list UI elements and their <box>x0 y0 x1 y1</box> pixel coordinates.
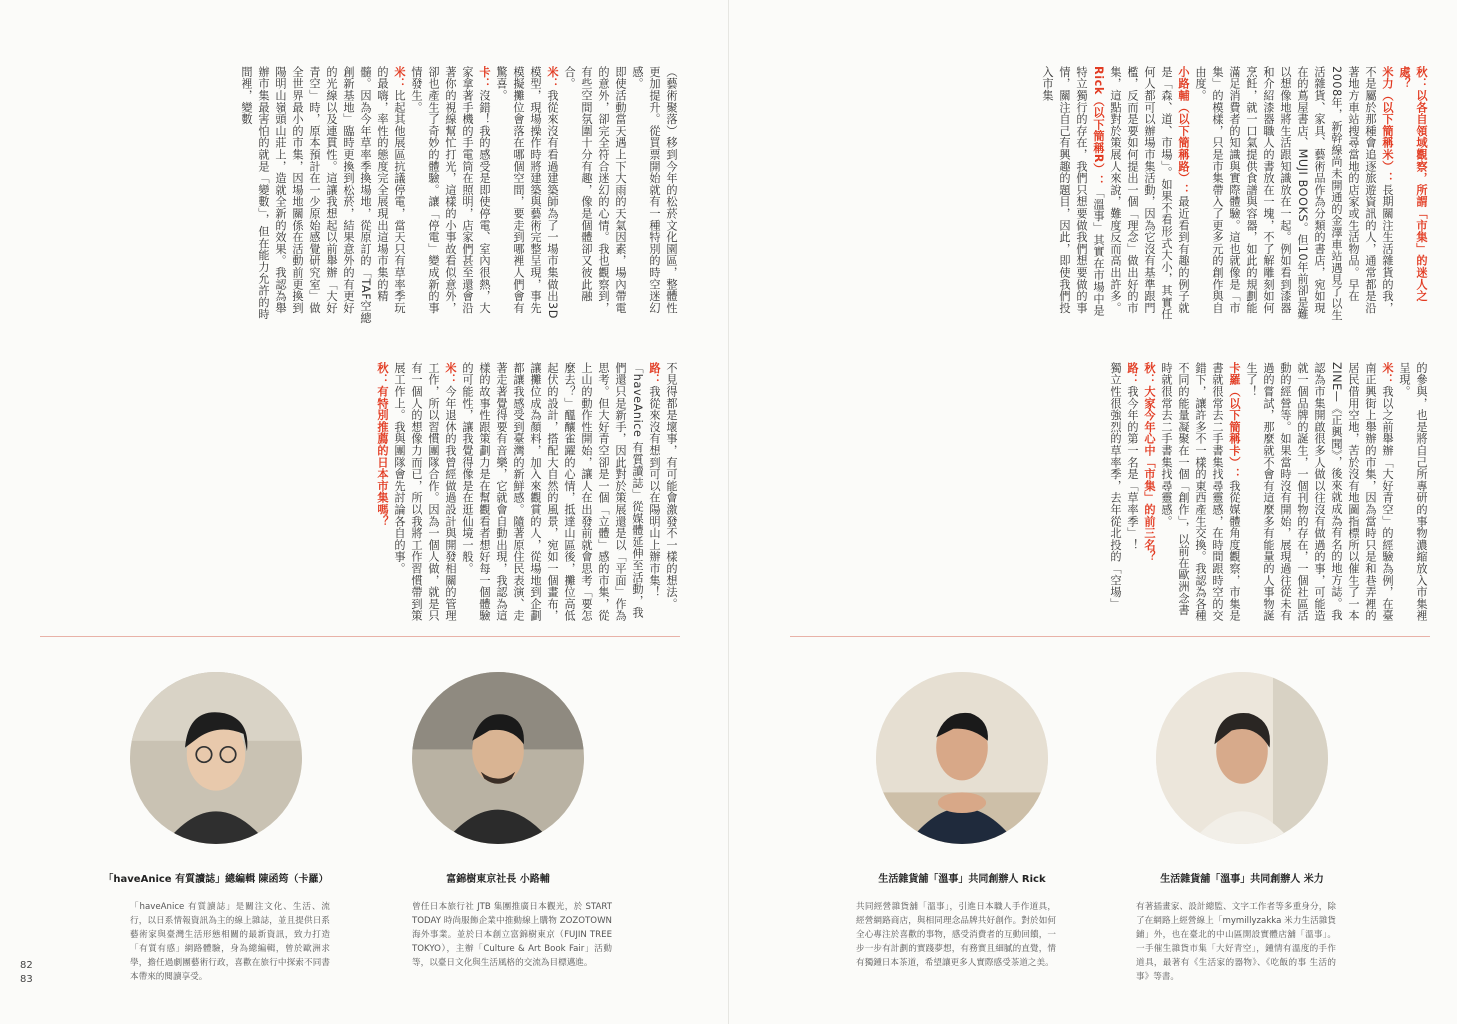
page-number: 82 <box>20 960 33 971</box>
portrait-photo-rick <box>876 672 1048 844</box>
divider-line <box>790 636 1430 637</box>
page-number: 83 <box>20 974 33 985</box>
paragraph: 卡羅（以下簡稱卡）：我從媒體角度觀察，市集是書就很常去二手書集找尋靈感，在時間跟時空的交錯下，讓許多不一樣的東西產生交換。我認為各種不同的能量凝聚在一個「創作」，以前在歐洲念書時就很常去二手書集找尋靈感。 <box>1160 362 1241 622</box>
paragraph: 米：今年退休的我曾經做過設計與開發相關的管理工作，所以習慣團隊合作。因為一個人做，就是只有一個人的想像力而已，所以我將工作習慣帶到策展工作上。我與團隊會先討論各自的事。 <box>393 362 457 622</box>
speaker-label: 米： <box>1381 362 1394 386</box>
profile-name: 生活雜貨舖「溫事」共同創辦人 米力 <box>1160 874 1324 885</box>
speaker-label: 米力（以下簡稱米）： <box>1381 66 1394 184</box>
question-heading: 秋：大家今年心中「市集」的前三名？ <box>1143 362 1156 563</box>
paragraph: 小路輔（以下簡稱路）：最近看到有趣的例子就是「森、道、市場」。如果不看形式大小，其實任何人都可以辦場市集活動，因為它沒有基準跟門檻，反而是要如何提出一個「理念」做出好的市集，這點對於策展人來說，難度反而高出許多。 <box>1109 66 1190 320</box>
left-bottom-text <box>40 362 680 624</box>
profile-name: 富錦樹東京社長 小路輔 <box>446 874 550 885</box>
paragraph: 米：我以之前舉辦「大好青空」的經驗為例，在臺南正興街上舉辦的市集，因為當時只是和巷弄裡的居民借用空地，苦於沒有地圖指標所以催生了一本ZINE—《正興聞》，後來就成為有名的地方誌。我認為市集開啟很多人做以往沒有做過的事，可能造就一個品牌的誕生，一個刊物的存在，一個社區活動的經營等。如果當時沒有開始，展現過往從未有過的嘗試，那麼就不會有這麼多有能量的人事物誕生了！ <box>1245 362 1394 622</box>
paragraph: （藝術聚落）移到今年的松菸文化園區，整體性更加提升。從買票開始就有一種特別的時空迷幻感。 <box>631 66 678 314</box>
question-heading: 秋：有特別推薦的日本市集嗎？ <box>376 362 389 528</box>
paragraph: 路：我從來沒有想到可以在陽明山上辦市集！「haveAnice 有質讀誌」從媒體延伸至活動，我們還只是新手，因此對於策展還是以「平面」作為思考。但大好青空卻是一個「立體」感的市集，從上山的動作性開始，讓人在出發前就會思考「要怎麼去？」醞釀雀躍的心情，抵達山區後，攤位高低起伏的設計，搭配大自然的風景，宛如一個畫布，讓攤位成為顏料，加入來觀賞的人，從場地到企劃都讓我感受到臺灣的新鮮感。隨著原住民表演、走著走著覺得要有音樂，它就會自動出現，我認為這樣的故事性跟策劃力是在幫觀看者想好每一個體驗的可能性，讓我覺得像是在逛仙境一般。 <box>461 362 661 622</box>
portrait-photo-milly <box>1156 672 1328 844</box>
speaker-label: 卡羅（以下簡稱卡）： <box>1228 362 1241 480</box>
speaker-label: 路： <box>1126 362 1139 386</box>
profile-name: 「haveAnice 有質讀誌」總編輯 陳函筠（卡羅） <box>103 874 329 885</box>
paragraph: 路：我今年的第一名是「草率季」！ <box>1126 362 1139 551</box>
portrait-photo-chen <box>130 672 302 844</box>
speaker-label: 卡： <box>478 66 491 90</box>
paragraph: 卡：沒錯！我的感受是即使停電、室內很熱，大家拿著手機的手電筒在照明，店家們甚至還會沿著你的視線幫忙打光，這樣的小事故看似意外，卻也產生了奇妙的體驗。讓「停電」變成新的事情發生。 <box>410 66 491 314</box>
paragraph: 的參與，也是將自己所專研的事物濃縮放入市集裡呈現。 <box>1398 362 1428 622</box>
speaker-label: 米： <box>546 66 559 90</box>
speaker-label: 米： <box>444 362 457 386</box>
paragraph: 獨立性很強烈的草率季，去年從北投的「空場」 <box>1109 362 1122 610</box>
divider-line <box>40 636 680 637</box>
right-top-text <box>790 66 1430 324</box>
paragraph: Rick（以下簡稱R）：「溫事」其實在市場中是特立獨行的存在，我們只想要做我們想要做的事情，關注自己有興趣的題目，因此，即使我們投入市集 <box>1041 66 1105 317</box>
paragraph: 即使活動當天遇上下大雨的天氣因素，場內帶電的意外，卻完全符合迷幻的心情。我也觀察到，有些空間氛圍十分有趣，像是個體卻又彼此融合。 <box>563 66 627 314</box>
right-bottom-text <box>790 362 1430 624</box>
left-top-text <box>40 66 680 324</box>
speaker-label: 小路輔（以下簡稱路）： <box>1177 66 1190 196</box>
paragraph: 不見得都是壞事，有可能會激發不一樣的想法。 <box>665 362 678 610</box>
speaker-label: 米： <box>393 66 406 90</box>
portrait-photo-koji <box>412 672 584 844</box>
profile-name: 生活雜貨舖「溫事」共同創辦人 Rick <box>878 874 1046 885</box>
profile-bio: 「haveAnice 有質讀誌」是關注文化、生活、流行，以日系情報資訊為主的線上雜誌，並且提供日系藝術家與臺灣生活形態相關的最新資訊，致力打造「有質有感」網路體驗，身為總編輯，曾於歐洲求學，擔任過劇團藝術行政，喜歡在旅行中探索不同書本帶來的閱讀享受。 <box>130 902 330 982</box>
profile-bio: 有著插畫家、設計總監、文字工作者等多重身分，除了在網路上經營線上「mymillyzakka 米力生活雜貨鋪」外，也在臺北的中山區開設實體店舖「溫事」。一手催生雜貨市集「大好青空」，鍾情有溫度的手作道具，最著有《生活家的器物》、《吃飯的事 生活的事》等書。 <box>1136 902 1336 982</box>
speaker-label: 路： <box>648 362 661 386</box>
page-gutter <box>728 0 729 1024</box>
profile-bio: 曾任日本旅行社 JTB 集團推廣日本觀光，於 START TODAY 時尚服飾企業中推動線上購物 ZOZOTOWN 海外事業。並於日本創立富錦樹東京（FUJIN TREE TOKYO），主辦「Culture & Art Book Fair」活動等，以臺日文化與生活風格的交流為目標邁進。 <box>412 902 612 968</box>
paragraph: 米：我從來沒有看過建築師為了一場市集做出3D模型，現場操作時將建築與藝術完整呈現，事先模擬攤位會落在哪個空間，要走到哪裡人們會有驚喜。 <box>495 66 559 319</box>
profile-bio: 共同經營雜貨舖「溫事」，引進日本職人手作道具，經營網路商店，與相同理念品牌共好創作。對於如何全心專注於喜歡的事物，感受消費者的互動回饋，一步一步有計劃的實踐夢想，有務實且細膩的直覺，情有獨鍾日本茶道，希望讓更多人實際感受茶道之美。 <box>856 902 1056 968</box>
question-heading: 秋：以各自領域觀察，所謂「市集」的迷人之處？ <box>1398 66 1428 302</box>
paragraph: 米：比起其他展區抗議停電，當天只有草率季玩的最嗨，率性的態度完全展現出這場市集的精髓。因為今年草率季換場地，從原訂的「TAF空總創新基地」臨時更換到松菸，結果意外的有更好的光線以及連貫性。這讓我想起以前舉辦「大好青空」時，原本預計在一少原始感覺研究室」做全世界最小的市集，因場地關係在活動前更換到陽明山嶺頭山莊上，造就全新的效果。我認為舉辦市集最害怕的就是「變數」，但在能力允許的時間裡，變數 <box>240 66 406 324</box>
paragraph: 米力（以下簡稱米）：長期關注生活雜貨的我，不是屬於那種會追逐旅遊資訊的人，通常都是沿著地方車站搜尋當地的店家或生活物品。早在2008年，新幹線尚未開通的金澤車站遇見了以生活雜貨、家具、藝術品作為分類的書店，宛如現在的蔦屋書店、MUJI BOOKS。但10年前卻是難以想像地將生活跟知識放在一起。例如看到漆器和介紹漆器職人的書放在一塊，不了解雕刻如何烹飪，就一口氣提供食譜與容器，如此的規劃能滿足消費者的知識與實際體驗。這也就像是「市集」的模樣，只是市集帶入了更多元的創作與自由度。 <box>1194 66 1394 322</box>
speaker-label: Rick（以下簡稱R）： <box>1092 66 1105 187</box>
